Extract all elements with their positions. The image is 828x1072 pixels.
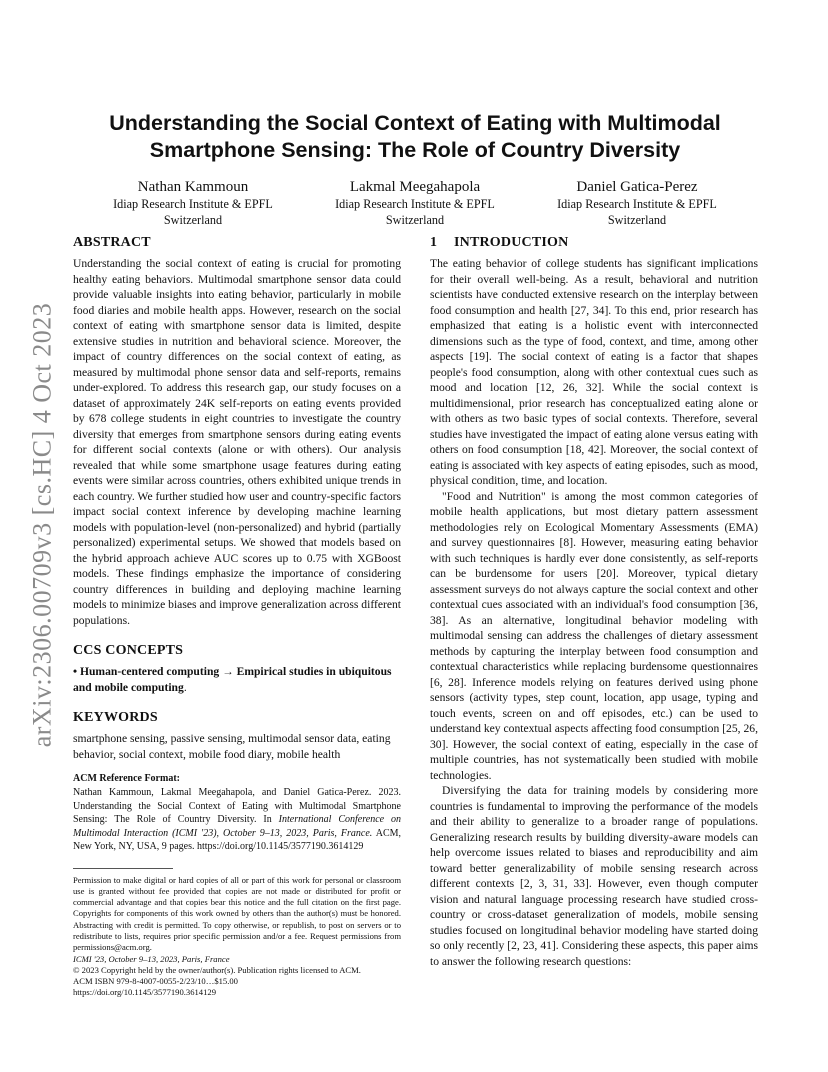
keywords-heading: KEYWORDS xyxy=(73,710,158,725)
intro-paragraph-2: "Food and Nutrition" is among the most common categories of mobile health applications, but most dietary pattern assessment methodologies rely on Ecological Momentary Assessments (EMA) and survey questionnaires [8]. However, measuring eating behavior with such techniques is hardly ever done consistently, as self-reports can be burdensome for users [20]. Moreover, typical dietary assessment surveys do not always capture the social context and other contextual cues associated with an individual's food consumption [36, 38]. As an alternative, longitudinal behavior modeling with multimodal sensing can address the challenges of dietary assessment methods by capturing the interplay between food consumption and contextual characteristics while replacing burdensome questionnaires [6, 28]. Inference models relying on features derived using phone sensors (activity types, step count, location, app usage, typing and touch events, screen on and off episodes, etc.) can be used to understand key contextual aspects affecting food consumption [25, 26, 30]. However, the social context of eating, especially in the case of multiple countries, has not systematically been studied with mobile technologies. xyxy=(430,489,758,782)
author-country: Switzerland xyxy=(607,212,667,227)
author-affiliation: Idiap Research Institute & EPFL xyxy=(557,197,717,211)
acm-reference-publisher: ACM, New York, NY, USA, 9 pages. https://doi.org/10.1145/3577190.3614129 xyxy=(73,827,402,852)
paper-title xyxy=(70,110,760,164)
intro-paragraph-3: Diversifying the data for training models by considering more countries is fundamental to improving the performance of the models and their ability to generalize to a broader range of populations. Generalizing research results by building diversity-aware models can help overcome issues related to biases and reproducibility and aim toward better generalizability of mobile sensing research across different contexts [2, 3, 31, 33]. However, even though computer vision and natural language processing research have studied cross-country or cross-dataset generalization of models, mobile sensing studies focused on longitudinal behavior modeling have started doing so only recently [2, 23, 41]. Considering these aspects, this paper aims to answer the following research questions: xyxy=(430,784,758,968)
keywords-text: smartphone sensing, passive sensing, multimodal sensor data, eating behavior, social context, mobile food diary, mobile health xyxy=(73,732,391,761)
author-block-3 xyxy=(532,178,742,228)
section-title: INTRODUCTION xyxy=(454,235,569,250)
author-affiliation: Idiap Research Institute & EPFL xyxy=(335,197,495,211)
permission-notice: Permission to make digital or hard copies of all or part of this work for personal or classroom use is granted without fee provided that copies are not made or distributed for profit or commercial advantage and that copies bear this notice and the full citation on the first page. Copyrights for components of this work owned by others than the author(s) must be honored. Abstracting with credit is permitted. To copy otherwise, or republish, to post on servers or to redistribute to lists, requires prior specific permission and/or a fee. Request permissions from permissions@acm.org. xyxy=(73,874,401,953)
doi-line: https://doi.org/10.1145/3577190.3614129 xyxy=(73,987,216,998)
acm-reference-text xyxy=(73,786,401,854)
acm-reference-heading: ACM Reference Format: xyxy=(73,773,180,784)
author-country: Switzerland xyxy=(163,212,223,227)
title-line-1: Understanding the Social Context of Eating with Multimodal xyxy=(109,111,721,135)
conference-line xyxy=(73,954,401,965)
author-name: Lakmal Meegahapola xyxy=(349,179,481,195)
title-line-2: Smartphone Sensing: The Role of Country Diversity xyxy=(149,138,681,162)
arxiv-stamp xyxy=(22,290,62,760)
ccs-bullet: • xyxy=(73,665,78,678)
right-column xyxy=(430,234,758,969)
isbn-line: ACM ISBN 979-8-4007-0055-2/23/10…$15.00 xyxy=(73,976,238,987)
author-country: Switzerland xyxy=(385,212,445,227)
author-block-2 xyxy=(310,178,520,228)
ccs-concepts xyxy=(73,664,401,695)
footnote-rule xyxy=(73,868,173,869)
ccs-heading: CCS CONCEPTS xyxy=(73,643,184,658)
section-number: 1 xyxy=(430,235,438,250)
intro-paragraph-1: The eating behavior of college students has significant implications for their overall well-being. As a result, behavioral and nutrition scientists have conducted extensive research on the interplay between food consumption and health [27, 34]. To this end, prior research has emphasized that eating is a holistic event with interconnected dimensions such as the type of food, context, and time, among other aspects [19]. The social context of eating is a factor that shapes people's food consumption, along with other contextual cues such as mood and location [12, 26, 32]. While the social context is multidimensional, prior research has conceptualized eating alone or with others as two basic types of social contexts. Therefore, several studies have investigated the impact of eating alone versus eating with others on food consumption [18, 42]. Moreover, the social context of eating is associated with key aspects of eating episodes, such as mood, physical condition, time, and location. xyxy=(430,257,758,487)
abstract-heading: ABSTRACT xyxy=(73,235,151,250)
conference-name: ICMI '23, October 9–13, 2023, Paris, France xyxy=(73,953,230,964)
author-block-1 xyxy=(88,178,298,228)
left-column xyxy=(73,234,401,999)
author-affiliation: Idiap Research Institute & EPFL xyxy=(113,197,273,211)
acm-reference-authors: Nathan Kammoun, Lakmal Meegahapola, and Daniel Gatica-Perez. 2023. Understanding the Social Context of Eating with Multimodal Smartphone Sensing: The Role of Country Diversity. In xyxy=(73,787,401,825)
author-name: Daniel Gatica-Perez xyxy=(576,179,698,195)
arxiv-stamp-text: arXiv:2306.00709v3 [cs.HC] 4 Oct 2023 xyxy=(27,302,56,748)
acm-reference-venue: International Conference on Multimodal Interaction (ICMI '23), October 9–13, 2023, Paris, France. xyxy=(73,814,401,839)
ccs-end: . xyxy=(183,680,187,694)
abstract-text: Understanding the social context of eating is crucial for promoting healthy eating behaviors. Multimodal smartphone sensor data could provide valuable insights into eating behavior, particularly in mobile food diaries and mobile health apps. However, research on the social context of eating with smartphone sensor data is limited, despite extensive studies in nutrition and behavioral science. Moreover, the impact of country differences on the social context of eating, as measured by multimodal phone sensor data and self-reports, remains under-explored. To address this research gap, our study focuses on a dataset of approximately 24K self-reports on eating events provided by 678 college students in eight countries to investigate the country diversity that emerges from smartphone sensors during eating events for different social contexts (alone or with others). Our analysis revealed that while some smartphone usage features during eating events were similar across countries, others exhibited unique trends in each country. We further studied how user and country-specific factors impact social context inference by developing machine learning models with population-level (non-personalized) and hybrid (partially personalized) experimental setups. We showed that models based on the hybrid approach achieve AUC scores up to 0.75 with XGBoost models. These findings emphasize the importance of considering country differences in building and deploying machine learning models to minimize biases and improve generalization across different populations. xyxy=(73,257,401,627)
intro-heading xyxy=(430,234,758,252)
ccs-concept: Human-centered computing → Empirical studies in ubiquitous and mobile computing xyxy=(73,665,392,694)
author-name: Nathan Kammoun xyxy=(137,179,249,195)
copyright-line: © 2023 Copyright held by the owner/author(s). Publication rights licensed to ACM. xyxy=(73,964,361,975)
